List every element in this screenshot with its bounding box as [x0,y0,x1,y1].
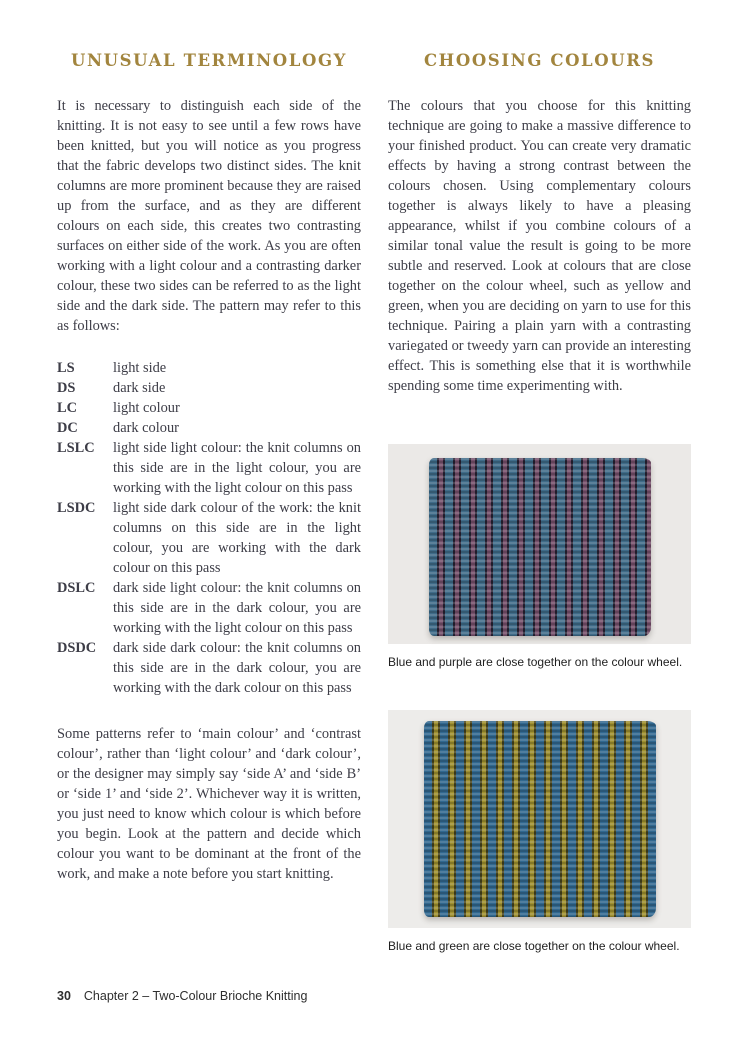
abbreviation-term: LS [57,360,75,376]
abbreviation-row [57,418,361,438]
figure-blue-purple [388,444,691,670]
abbreviation-list [57,358,361,698]
abbreviation-term: DC [57,420,78,436]
terminology-closing-paragraph: Some patterns refer to ‘main colour’ and ‘contrast colour’, rather than ‘light colour’ and ‘dark colour’, or the designer may simply say ‘side A’ and ‘side B’ or ‘side 1’ and ‘side 2’. Whichever way it is written, you just need to know which colour is which before you begin. Look at the pattern and decide which colour you want to be dominant at the front of the work, and make a note before you start knitting. [57,726,361,882]
abbreviation-term: LC [57,400,77,416]
abbreviation-definition: light colour [113,400,180,416]
page-number: 30 [57,989,71,1003]
chapter-title: Chapter 2 – Two-Colour Brioche Knitting [83,989,308,1003]
abbreviation-row [57,378,361,398]
section-heading-unusual-terminology: UNUSUAL TERMINOLOGY [70,51,348,70]
right-column [388,50,691,954]
page-columns [57,50,691,954]
abbreviation-term: DSLC [57,580,96,596]
abbreviation-term: LSDC [57,500,96,516]
abbreviation-row [57,398,361,418]
terminology-intro-paragraph: It is necessary to distinguish each side of the knitting. It is not easy to see until a few rows have been knitted, but you will notice as you progress that the fabric develops two distinct sides. The knit columns are more prominent because they are raised up from the surface, and as they are different colours on each side, this creates two contrasting surfaces on either side of the work. As you are often working with a light colour and a contrasting darker colour, these two sides can be referred to as the light side and the dark side. The pattern may refer to this as follows: [57,98,361,334]
abbreviation-definition: dark side dark colour: the knit columns on this side are in the dark colour, you are working with the dark colour on this pass [113,640,361,696]
abbreviation-term: DSDC [57,640,97,656]
abbreviation-row [57,638,361,698]
abbreviation-definition: dark side [113,380,166,396]
figure-caption-blue-green: Blue and green are close together on the colour wheel. [388,939,680,953]
abbreviation-row [57,578,361,638]
abbreviation-definition: dark colour [113,420,179,436]
abbreviation-definition: light side dark colour of the work: the knit columns on this side are in the light colour, you are working with the dark colour on this pass [113,500,361,576]
abbreviation-definition: light side [113,360,167,376]
abbreviation-term: LSLC [57,440,95,456]
section-heading-choosing-colours: CHOOSING COLOURS [423,51,656,70]
abbreviation-term: DS [57,380,76,396]
abbreviation-row [57,498,361,578]
left-column [57,50,361,954]
swatch-photo-blue-green [388,710,691,928]
choosing-colours-paragraph: The colours that you choose for this knitting technique are going to make a massive difference to your finished product. You can create very dramatic effects by having a strong contrast between the colours chosen. Using complementary colours together is always likely to have a pleasing appearance, whilst if you combine colours of a similar tonal value the result is going to be more subtle and reserved. Look at colours that are close together on the colour wheel, such as yellow and green, when you are deciding on yarn to use for this technique. Pairing a plain yarn with a contrasting variegated or tweedy yarn can provide an interesting effect. This is something else that it is worthwhile spending some time experimenting with. [388,98,691,394]
abbreviation-row [57,438,361,498]
page-footer [57,988,307,1004]
knitted-swatch-blue-green [424,721,656,917]
swatch-photo-blue-purple [388,444,691,644]
figure-blue-green [388,710,691,954]
abbreviation-row [57,358,361,378]
abbreviation-definition: dark side light colour: the knit columns on this side are in the dark colour, you are working with the light colour on this pass [113,580,361,636]
knitted-swatch-blue-purple [429,458,651,636]
figure-caption-blue-purple: Blue and purple are close together on the colour wheel. [388,655,683,669]
abbreviation-definition: light side light colour: the knit columns on this side are in the light colour, you are working with the light colour on this pass [113,440,361,496]
